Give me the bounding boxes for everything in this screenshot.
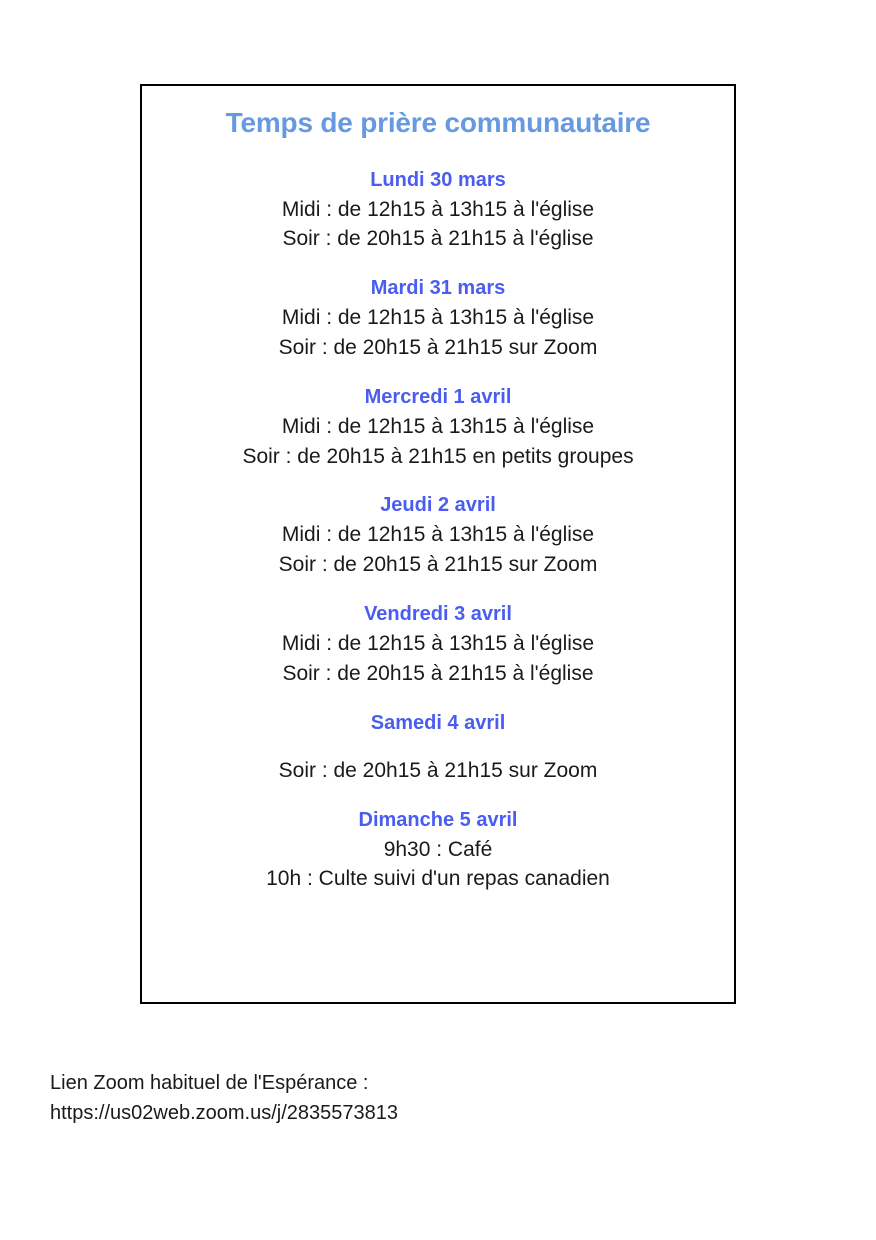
day-line: Soir : de 20h15 à 21h15 sur Zoom	[278, 553, 598, 577]
day-heading: Lundi 30 mars	[370, 168, 506, 191]
day-line: Soir : de 20h15 à 21h15 à l'église	[282, 227, 594, 251]
day-heading: Jeudi 2 avril	[380, 494, 496, 517]
day-line: 10h : Culte suivi d'un repas canadien	[266, 867, 610, 891]
day-heading: Mercredi 1 avril	[364, 385, 512, 408]
day-line: 9h30 : Café	[383, 837, 493, 861]
day-block-jeudi	[142, 493, 734, 580]
day-heading: Dimanche 5 avril	[358, 808, 518, 831]
poster-frame	[140, 84, 736, 1004]
day-line: Midi : de 12h15 à 13h15 à l'église	[281, 306, 595, 330]
day-line: Midi : de 12h15 à 13h15 à l'église	[281, 414, 595, 438]
zoom-link-label: Lien Zoom habituel de l'Espérance :	[50, 1072, 369, 1094]
day-line: Soir : de 20h15 à 21h15 sur Zoom	[278, 758, 598, 782]
day-block-mardi	[142, 276, 734, 363]
day-line: Soir : de 20h15 à 21h15 sur Zoom	[278, 336, 598, 360]
day-line: Soir : de 20h15 à 21h15 en petits groupes	[242, 444, 634, 468]
zoom-link-url[interactable]: https://us02web.zoom.us/j/2835573813	[50, 1102, 399, 1124]
day-line: Midi : de 12h15 à 13h15 à l'église	[281, 632, 595, 656]
day-block-lundi	[142, 168, 734, 255]
day-block-samedi	[142, 711, 734, 786]
footer-note	[50, 1068, 750, 1128]
day-block-vendredi	[142, 602, 734, 689]
day-heading: Samedi 4 avril	[370, 711, 506, 734]
day-line: Midi : de 12h15 à 13h15 à l'église	[281, 523, 595, 547]
day-block-dimanche	[142, 808, 734, 895]
day-line: Soir : de 20h15 à 21h15 à l'église	[282, 661, 594, 685]
day-block-mercredi	[142, 385, 734, 472]
day-line: Midi : de 12h15 à 13h15 à l'église	[281, 197, 595, 221]
page-title: Temps de prière communautaire	[225, 107, 651, 138]
day-heading: Vendredi 3 avril	[364, 603, 512, 626]
day-heading: Mardi 31 mars	[370, 277, 506, 300]
